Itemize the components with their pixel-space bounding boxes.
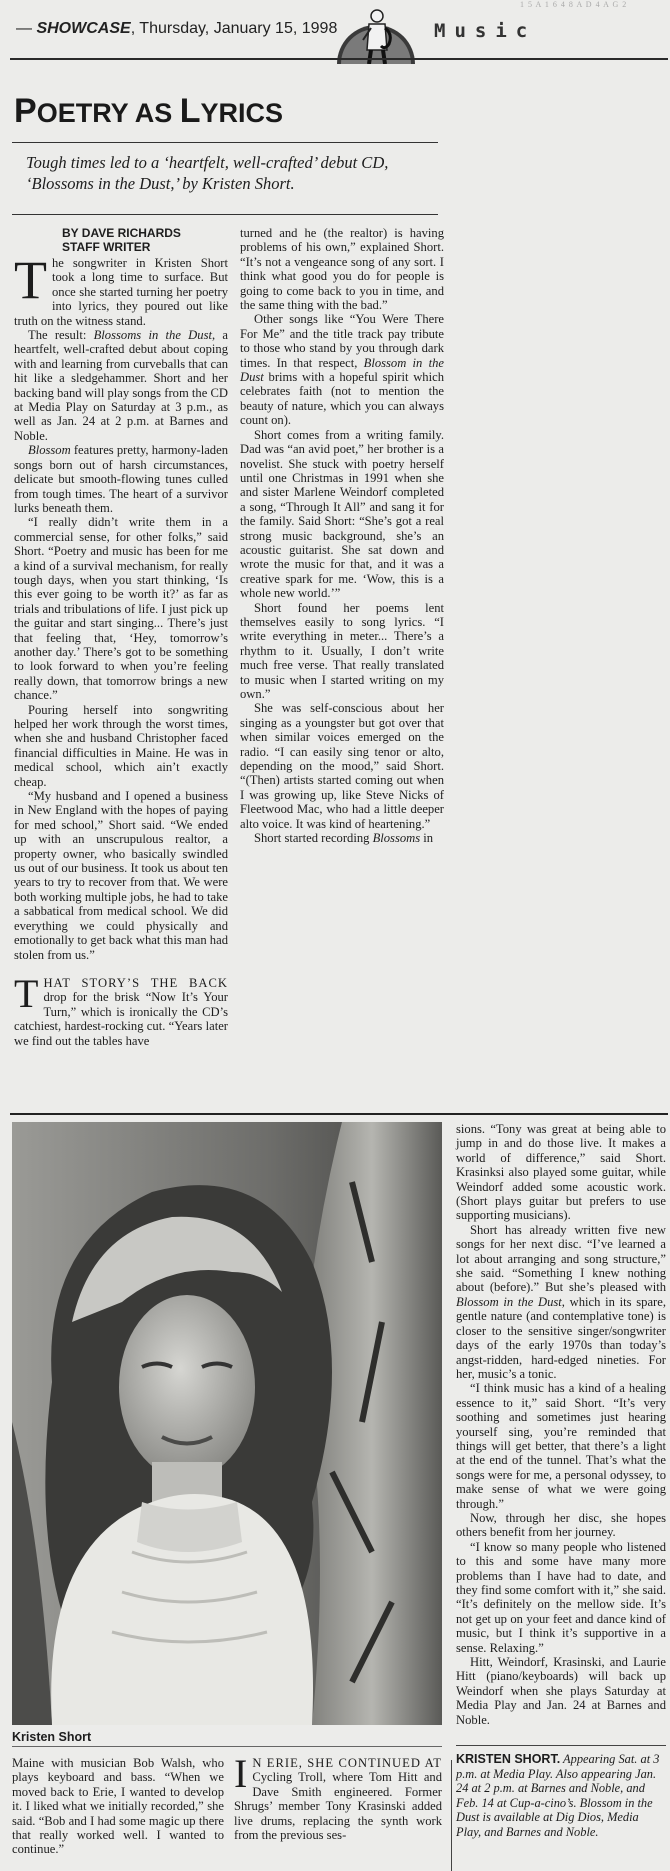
paragraph: Short found her poems lent themselves easily to song lyrics. “I write everything in meter... There’s a rhythm to it. Usually, I don’t write much free verse. That really translated to music when I started writing on my own.” (240, 600, 444, 701)
paragraph-text: The result: (28, 328, 94, 343)
paragraph-text: Other songs like “You Were There For Me” and the title track pay tribute to those who stand by you through dark times. In that respect, (240, 312, 444, 370)
paragraph: sions. “Tony was great at being able to jump in and do those live. It makes a world of difference,” said Short. Krasinksi also played some guitar, while Weindorf added some acoustic work. (Short plays guitar but prefers to use supporting musicians). (456, 1122, 666, 1223)
byline-name: BY DAVE RICHARDS (62, 226, 181, 240)
bottom-column-a (12, 1756, 224, 1857)
drop-cap: I (234, 1751, 248, 1796)
paragraph-text: Cycling Troll, where Tom Hitt and Dave Smith engineered. Former Shrugs’ member Tony Krasinski added live drums, replacing the synth work from the previous ses- (234, 1770, 442, 1843)
paragraph: turned and he (the realtor) is having problems of his own,” explained Short. “It’s not a vengeance song of any sort. I think what good you do for people is going to come back to you in time, and the same thing with the bad.” (240, 226, 444, 313)
photo-caption: Kristen Short (12, 1730, 92, 1744)
deck: Tough times led to a ‘heartfelt, well-crafted’ debut CD, ‘Blossoms in the Dust,’ by Kristen Short. (26, 153, 389, 193)
caption-rule (12, 1746, 442, 1747)
drop-cap: T (14, 250, 47, 310)
headline (14, 94, 283, 128)
album-title: Blossom (28, 443, 71, 458)
deck-rule (12, 214, 438, 215)
byline (62, 226, 228, 254)
paragraph: Short comes from a writing family. Dad was “an avid poet,” her brother is a novelist. She stuck with poetry herself until one Christmas in 1991 when she and sister Marlene Weindorf completed a song, “Through It All” and sang it for the family. Said Short: “She’s got a real strong music background, she’s an acoustic guitarist. She sat down and wrote the music for that, and it was a creative spark for me. ‘Wow, this is a whole new world.’” (240, 427, 444, 601)
album-title: Blossom in the Dust (456, 1294, 562, 1309)
article-column-2 (240, 226, 444, 845)
drop-cap: T (14, 970, 39, 1016)
headline-part: P (14, 92, 37, 130)
header-rule (10, 58, 668, 60)
dateline-prefix: — (16, 20, 37, 37)
dateline (16, 20, 337, 38)
article-column-3 (456, 1122, 666, 1727)
paragraph (14, 328, 228, 443)
paragraph: “I really didn’t write them in a commercial sense, for other folks,” said Short. “Poetry and music has been for me a kind of a survival mechanism, for really tough days, when you start thinking, ‘Is this ever going to be worth it?’ as far as trials and tribulations of life. I just pick up the guitar and start singing... There’s just that feeling that, ‘Hey, tomorrow’s another day.’ There’s got to be something to look forward to when you’re feeling really down, that tomorrow brings a new chance.” (14, 515, 228, 703)
paper-name: SHOWCASE (36, 20, 131, 37)
paragraph (14, 970, 228, 1048)
infobox-rule (456, 1745, 666, 1746)
paragraph-text: , which in its spare, gentle nature (and contemplative tone) is closer to the sensitive singer/songwriter days of the early 1970s than today’s angst-ridden, hard-edged nineties. For her, music’s a tonic. (456, 1294, 666, 1381)
paragraph-text: Short has already written five new songs for her next disc. “I’ve learned a lot about arranging and song structure,” she said. “Something I knew nothing about (before).” But she’s pleased with (456, 1222, 666, 1295)
paragraph (240, 312, 444, 427)
section-divider (10, 1113, 668, 1115)
corner-print: 1 5 A 1 6 4 8 A D 4 A G 2 (520, 0, 628, 9)
article-column-1 (14, 226, 228, 1048)
headline-part: L (179, 92, 201, 130)
issue-date: , Thursday, January 15, 1998 (130, 20, 338, 37)
paragraph (240, 831, 444, 845)
paragraph-text: , a heartfelt, well-crafted debut about coping with and learning from curveballs that can hit like a sledgehammer. Short and her backing band will play songs from the CD at Media Play on Saturday at 3 p.m., as well as Jan. 24 at 2 p.m. at Barnes and Noble. (14, 328, 228, 443)
paragraph: Maine with musician Bob Walsh, who plays keyboard and bass. “When we moved back to Erie, I wanted to develop it. I liked what we initially recorded,” she said. “Bob and I had some magic up there that really worked well. I wanted to continue.” (12, 1756, 224, 1857)
infobox-text: Appearing Sat. at 3 p.m. at Media Play. Also appearing Jan. 24 at 2 p.m. at Barnes and Noble, and Feb. 14 at Cup-a-cino’s. Blossom in the Dust is available at Dig Dios, Media Play, and Barnes and Noble. (456, 1752, 660, 1839)
kristen-short-photo (12, 1122, 442, 1725)
headline-part: OETRY AS (36, 98, 180, 128)
album-title: Blossoms (372, 831, 421, 846)
paragraph-text: he songwriter in Kristen Short took a long time to surface. But once she started turning her poetry into lyrics, they poured out like truth on the witness stand. (14, 256, 228, 328)
bottom-column-b (234, 1751, 442, 1843)
paragraph-text: drop for the brisk “Now It’s Your Turn,” which is ironically the CD’s catchiest, hardest-rocking cut. “Years later we find out the tables have (14, 990, 228, 1048)
album-title: Blossom in the Dust (240, 355, 444, 385)
paragraph-text: Short started recording (254, 831, 373, 846)
paragraph (456, 1223, 666, 1381)
section-label: Music (434, 20, 537, 42)
byline-title: STAFF WRITER (62, 240, 151, 254)
paragraph: “I think music has a kind of a healing essence to it,” said Short. “It’s very soothing and sometimes just hearing yourself sing, you’re reminded that things will get better, that there’s a light at the end of the tunnel. That’s what the songs were for me, a personal odyssey, to make sense of what we were going through.” (456, 1381, 666, 1511)
album-title: Blossoms in the Dust (93, 328, 212, 343)
headline-part: YRICS (200, 98, 284, 128)
paragraph: “I know so many people who listened to this and some have many more problems than I have had to date, and they find some comfort with it,” she said. “It’s definitely on the mellow side. It’s not get up on your feet and dance kind of music, but I think it’s supportive in a sense. Relaxing.” (456, 1539, 666, 1655)
paragraph: Now, through her disc, she hopes others benefit from her journey. (456, 1510, 666, 1540)
lead-in: HAT STORY’S THE BACK (43, 975, 228, 990)
paragraph (14, 443, 228, 515)
event-infobox (456, 1752, 666, 1840)
paragraph (14, 250, 228, 328)
paragraph: Hitt, Weindorf, Krasinski, and Laurie Hitt (piano/keyboards) will back up Weindorf when she plays Saturday at Media Play and Jan. 24 at Barnes and Noble. (456, 1655, 666, 1727)
paragraph-text: in (420, 831, 434, 846)
infobox-title: KRISTEN SHORT. (456, 1752, 561, 1766)
paragraph-text: brims with a hopeful spirit which celebrates faith (not to mention the beauty of nature, which you can always count on). (240, 370, 444, 428)
paragraph-text: features pretty, harmony-laden songs born out of harsh circumstances, delicate but smooth-flowing tunes culled from tough times. The heart of a survivor lurks beneath them. (14, 443, 228, 515)
column-rule (451, 1760, 452, 1871)
saxophone-player-icon (333, 4, 419, 64)
lead-in: N ERIE, SHE CONTINUED AT (252, 1756, 442, 1770)
headline-rule (12, 142, 438, 143)
paragraph: She was self-conscious about her singing as a youngster but got over that when similar voices emerged on the radio. “I can easily sing tenor or alto, depending on the mood,” said Short. “(Then) artists started coming out when I was growing up, like Steve Nicks of Fleetwood Mac, who had a little deeper alto voice. It was kind of heartening.” (240, 701, 444, 831)
paragraph (234, 1751, 442, 1843)
paragraph: “My husband and I opened a business in New England with the hopes of paying for med school,” Short said. “We ended up with an unscrupulous realtor, a property owner, who basically swindled us out of our business. It took us about ten years to try to recover from that. We were both working multiple jobs, he had to take a sabbatical from medical school. We did everything we could physically and emotionally to get back what this man had stolen from us.” (14, 789, 228, 962)
paragraph: Pouring herself into songwriting helped her work through the worst times, when she and husband Christopher faced financial difficulties in Maine. He was in medical school, which ain’t exactly cheap. (14, 702, 228, 789)
